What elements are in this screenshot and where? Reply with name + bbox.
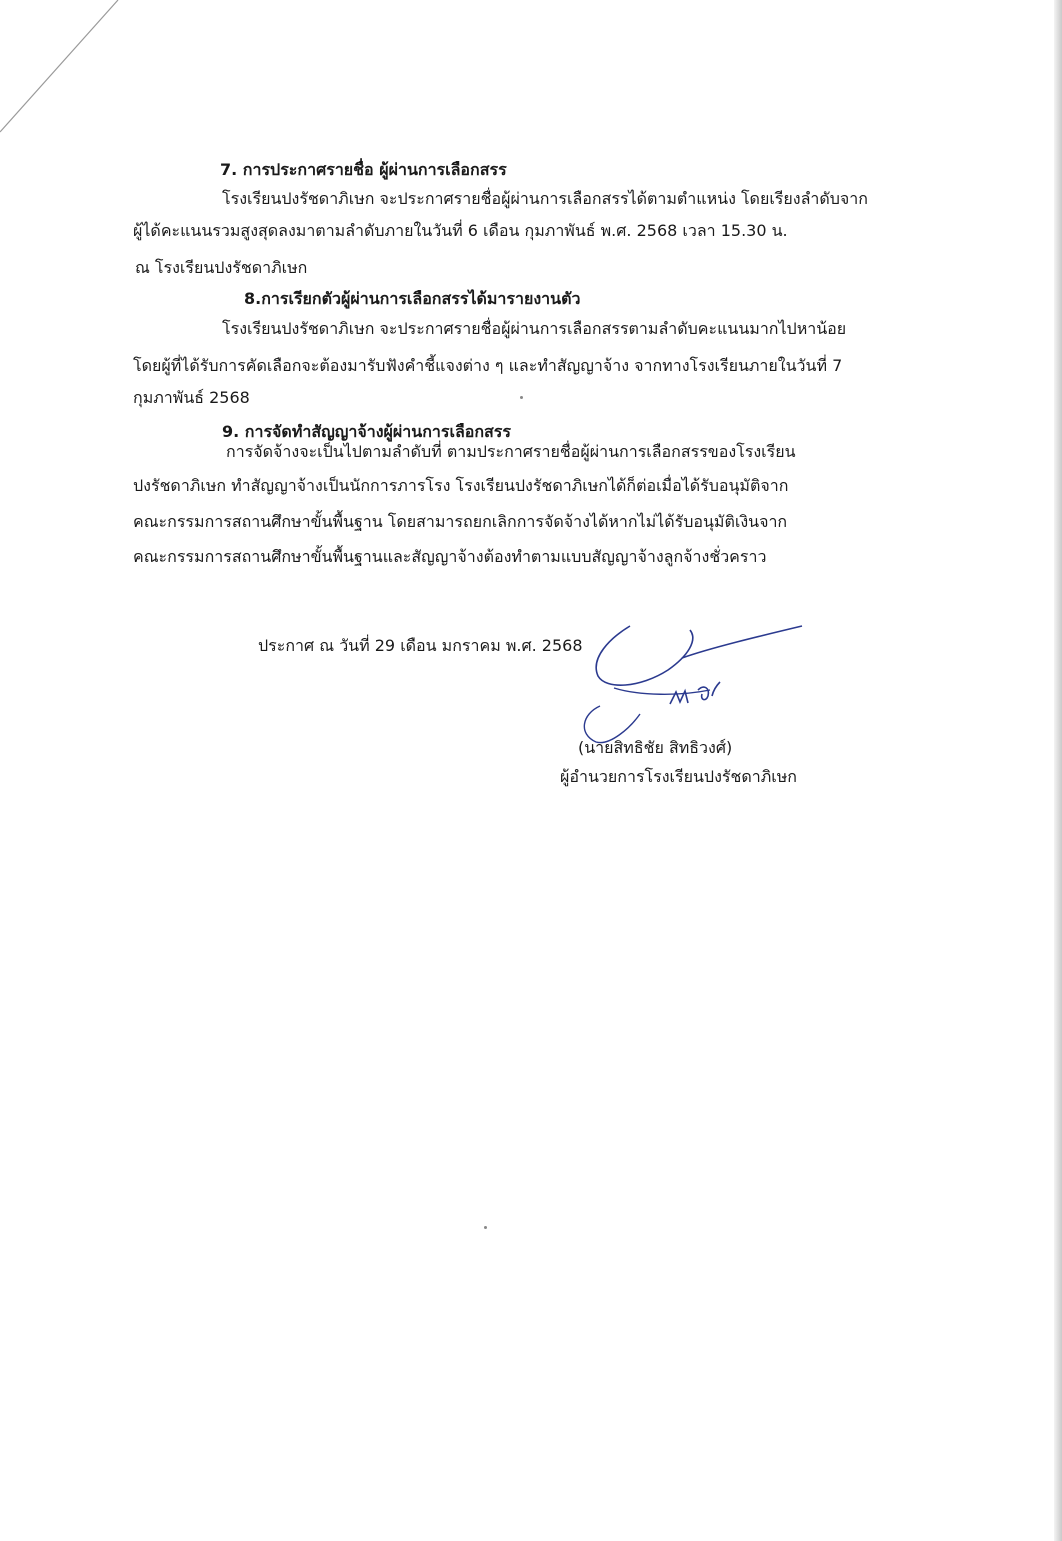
signer-title: ผู้อำนวยการโรงเรียนปงรัชดาภิเษก xyxy=(560,767,797,786)
page-corner-fold xyxy=(0,0,140,140)
signature-icon xyxy=(570,618,810,748)
section-7-heading: 7. การประกาศรายชื่อ ผู้ผ่านการเลือกสรร xyxy=(220,160,507,179)
signer-name: (นายสิทธิชัย สิทธิวงศ์) xyxy=(578,738,733,757)
scan-speck xyxy=(520,396,523,399)
section-8-heading: 8.การเรียกตัวผู้ผ่านการเลือกสรรได้มารายงานตัว xyxy=(244,289,581,308)
section-8-line-2: โดยผู้ที่ได้รับการคัดเลือกจะต้องมารับฟังคำชี้แจงต่าง ๆ และทำสัญญาจ้าง จากทางโรงเรียนภายในวันที่ 7 xyxy=(133,356,843,375)
section-9-line-2: ปงรัชดาภิเษก ทำสัญญาจ้างเป็นนักการภารโรง โรงเรียนปงรัชดาภิเษกได้ก็ต่อเมื่อได้รับอนุมัติจาก xyxy=(133,476,789,495)
section-9-line-4: คณะกรรมการสถานศึกษาขั้นพื้นฐานและสัญญาจ้างต้องทำตามแบบสัญญาจ้างลูกจ้างชั่วคราว xyxy=(133,547,767,566)
scan-edge-shadow xyxy=(1054,0,1062,1541)
section-8-line-1: โรงเรียนปงรัชดาภิเษก จะประกาศรายชื่อผู้ผ่านการเลือกสรรตามลำดับคะแนนมากไปหาน้อย xyxy=(222,319,847,338)
section-9-line-1: การจัดจ้างจะเป็นไปตามลำดับที่ ตามประกาศรายชื่อผู้ผ่านการเลือกสรรของโรงเรียน xyxy=(226,442,796,461)
section-7-line-2: ผู้ได้คะแนนรวมสูงสุดลงมาตามลำดับภายในวันที่ 6 เดือน กุมภาพันธ์ พ.ศ. 2568 เวลา 15.30 น. xyxy=(133,221,788,240)
section-8-line-3: กุมภาพันธ์ 2568 xyxy=(133,388,250,407)
section-9-heading: 9. การจัดทำสัญญาจ้างผู้ผ่านการเลือกสรร xyxy=(222,422,511,441)
section-7-line-1: โรงเรียนปงรัชดาภิเษก จะประกาศรายชื่อผู้ผ่านการเลือกสรรได้ตามตำแหน่ง โดยเรียงลำดับจาก xyxy=(222,189,868,208)
section-7-line-3: ณ โรงเรียนปงรัชดาภิเษก xyxy=(135,258,308,277)
announcement-date: ประกาศ ณ วันที่ 29 เดือน มกราคม พ.ศ. 2568 xyxy=(258,636,583,655)
scan-speck xyxy=(484,1226,487,1229)
section-9-line-3: คณะกรรมการสถานศึกษาขั้นพื้นฐาน โดยสามารถยกเลิกการจัดจ้างได้หากไม่ได้รับอนุมัติเงินจาก xyxy=(133,512,788,531)
